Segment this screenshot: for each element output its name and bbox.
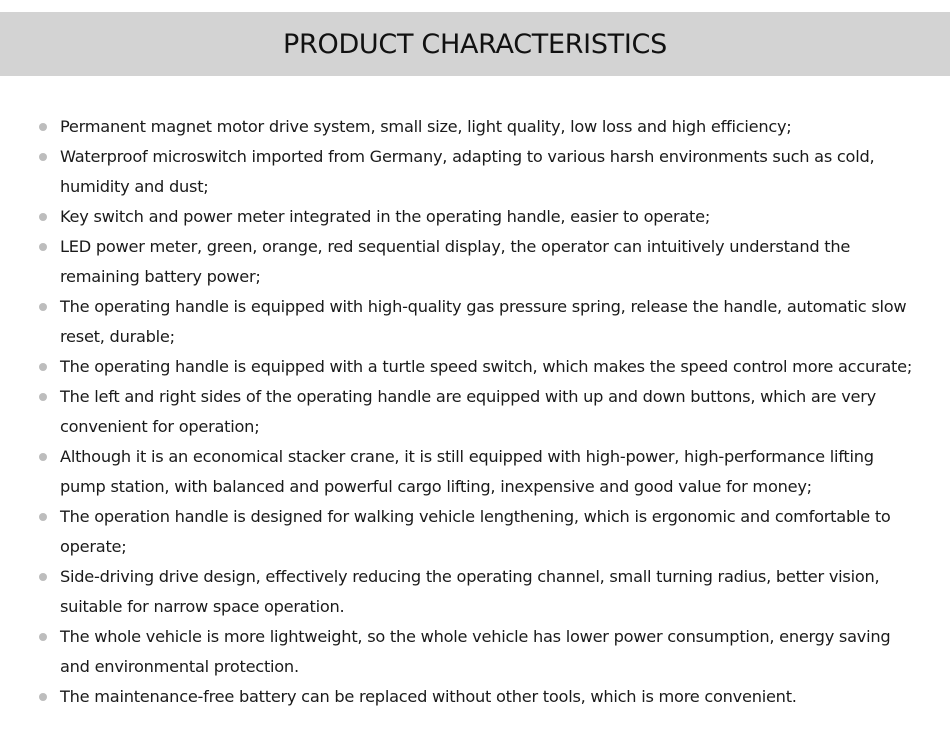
list-item — [0, 682, 950, 712]
bullet-icon — [39, 123, 47, 131]
list-item — [0, 442, 950, 502]
feature-text: LED power meter, green, orange, red sequential display, the operator can intuitively understand the remaining battery power; — [60, 237, 851, 286]
page-title: PRODUCT CHARACTERISTICS — [283, 28, 667, 60]
feature-text: The operating handle is equipped with a turtle speed switch, which makes the speed control more accurate; — [60, 357, 913, 376]
feature-text: The whole vehicle is more lightweight, so the whole vehicle has lower power consumption, energy saving and environmental protection. — [60, 627, 891, 676]
feature-text: Key switch and power meter integrated in the operating handle, easier to operate; — [60, 207, 711, 226]
list-item — [0, 622, 950, 682]
feature-text: Permanent magnet motor drive system, small size, light quality, low loss and high efficiency; — [60, 117, 792, 136]
feature-text: The operation handle is designed for walking vehicle lengthening, which is ergonomic and comfortable to operate; — [60, 507, 891, 556]
feature-text: Waterproof microswitch imported from Germany, adapting to various harsh environments such as cold, humidity and dust; — [60, 147, 875, 196]
bullet-icon — [39, 573, 47, 581]
bullet-icon — [39, 633, 47, 641]
list-item — [0, 562, 950, 622]
list-item — [0, 232, 950, 292]
feature-text: The left and right sides of the operating handle are equipped with up and down buttons, which are very convenient for operation; — [60, 387, 877, 436]
list-item — [0, 292, 950, 352]
title-banner — [0, 12, 950, 76]
bullet-icon — [39, 243, 47, 251]
feature-text: Side-driving drive design, effectively reducing the operating channel, small turning radius, better vision, suitable for narrow space operation. — [60, 567, 880, 616]
bullet-icon — [39, 363, 47, 371]
bullet-icon — [39, 213, 47, 221]
list-item — [0, 142, 950, 202]
bullet-icon — [39, 693, 47, 701]
bullet-icon — [39, 153, 47, 161]
bullet-icon — [39, 513, 47, 521]
list-item — [0, 382, 950, 442]
bullet-icon — [39, 453, 47, 461]
bullet-icon — [39, 303, 47, 311]
feature-text: The operating handle is equipped with high-quality gas pressure spring, release the handle, automatic slow reset, durable; — [60, 297, 907, 346]
feature-list — [0, 112, 950, 712]
bullet-icon — [39, 393, 47, 401]
list-item — [0, 502, 950, 562]
list-item — [0, 352, 950, 382]
feature-text: Although it is an economical stacker crane, it is still equipped with high-power, high-performance lifting pump station, with balanced and powerful cargo lifting, inexpensive and good value for money; — [60, 447, 874, 496]
list-item — [0, 112, 950, 142]
feature-text: The maintenance-free battery can be replaced without other tools, which is more convenient. — [60, 687, 797, 706]
list-item — [0, 202, 950, 232]
